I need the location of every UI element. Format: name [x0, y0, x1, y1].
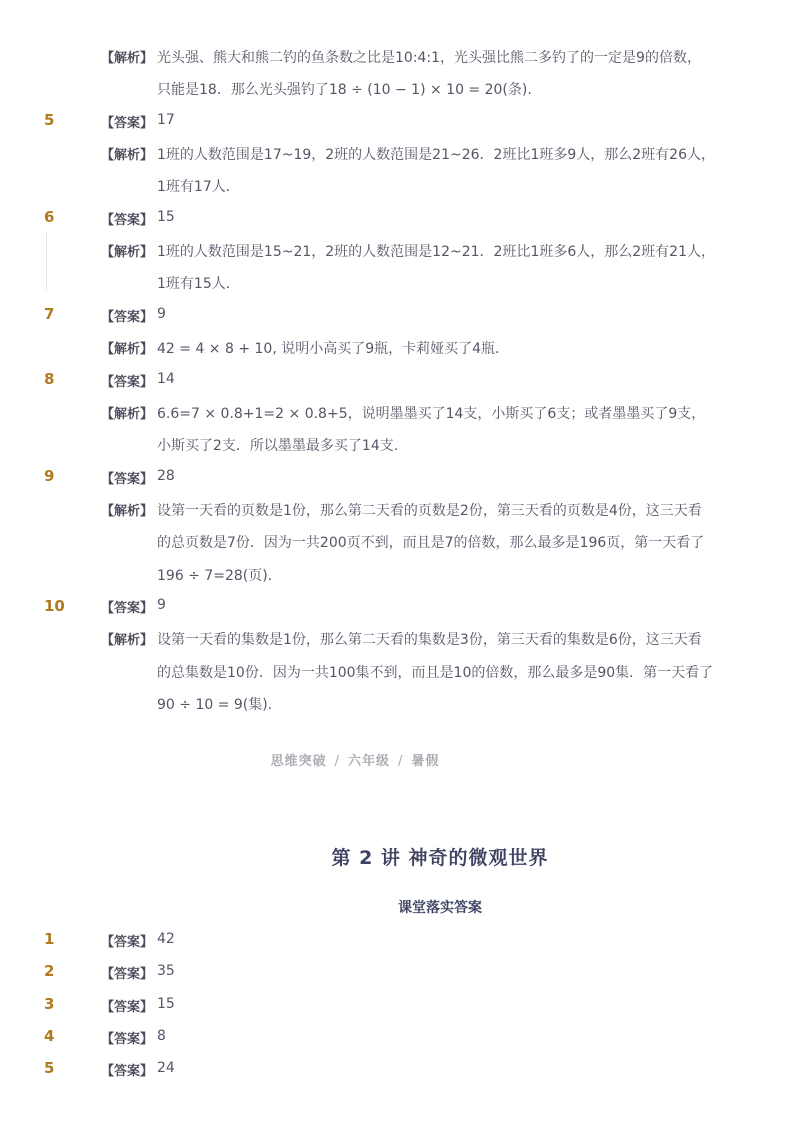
- answer-value: 24: [157, 1060, 175, 1076]
- question-number: 3: [44, 995, 55, 1013]
- analysis-label: 【解析】: [101, 51, 154, 66]
- question-number: 2: [44, 962, 55, 980]
- answer-value: 8: [157, 1028, 166, 1044]
- analysis-text: 42 = 4 × 8 + 10, 说明小高买了9瓶，卡莉娅买了4瓶．: [157, 341, 510, 357]
- analysis-text: 1班有15人．: [157, 276, 240, 292]
- analysis-text: 小斯买了2支．所以墨墨最多买了14支.: [157, 438, 399, 454]
- analysis-text: 1班的人数范围是15~21，2班的人数范围是12~21．2班比1班多6人，那么2班有21人，: [157, 244, 715, 260]
- analysis-label: 【解析】: [101, 148, 154, 163]
- footer-series: 思维突破: [270, 754, 327, 769]
- question-number: 6: [44, 208, 55, 226]
- answer-label: 【答案】: [101, 1000, 154, 1015]
- question-number: 8: [44, 370, 55, 388]
- answer-value: 28: [157, 468, 175, 484]
- analysis-text: 设第一天看的页数是1份，那么第二天看的页数是2份，第三天看的页数是4份，这三天看: [157, 503, 702, 519]
- answer-value: 35: [157, 963, 175, 979]
- section-title: 课堂落实答案: [398, 900, 482, 916]
- question-number: 9: [44, 467, 55, 485]
- answer-label: 【答案】: [101, 935, 154, 950]
- analysis-text: 光头强、熊大和熊二钓的鱼条数之比是10:4:1，光头强比熊二多钓了的一定是9的倍数，: [157, 50, 701, 66]
- question-number: 10: [44, 597, 65, 615]
- analysis-text: 只能是18．那么光头强钓了18 ÷ (10 − 1) × 10 = 20(条).: [157, 82, 532, 98]
- answer-label: 【答案】: [101, 310, 154, 325]
- answer-value: 15: [157, 209, 175, 225]
- question-number: 5: [44, 1059, 55, 1077]
- analysis-text: 设第一天看的集数是1份，那么第二天看的集数是3份，第三天看的集数是6份，这三天看: [157, 632, 702, 648]
- answer-label: 【答案】: [101, 375, 154, 390]
- analysis-text: 1班有17人．: [157, 179, 240, 195]
- analysis-text: 的总页数是7份．因为一共200页不到，而且是7的倍数，那么最多是196页，第一天看了: [157, 535, 705, 551]
- analysis-label: 【解析】: [101, 342, 154, 357]
- footer-term: 暑假: [411, 754, 440, 769]
- answer-label: 【答案】: [101, 472, 154, 487]
- question-number: 4: [44, 1027, 55, 1045]
- analysis-text: 90 ÷ 10 = 9(集).: [157, 697, 273, 713]
- analysis-text: 1班的人数范围是17~19，2班的人数范围是21~26．2班比1班多9人，那么2班有26人，: [157, 147, 715, 163]
- analysis-text: 6.6=7 × 0.8+1=2 × 0.8+5，说明墨墨买了14支，小斯买了6支；或者墨墨买了9支，: [157, 406, 706, 422]
- answer-value: 42: [157, 931, 175, 947]
- page-footer: [0, 750, 710, 769]
- answer-label: 【答案】: [101, 116, 154, 131]
- question-number: 5: [44, 111, 55, 129]
- footer-separator: /: [334, 754, 340, 769]
- analysis-text: 的总集数是10份．因为一共100集不到，而且是10的倍数，那么最多是90集．第一天看了: [157, 665, 714, 681]
- answer-value: 15: [157, 996, 175, 1012]
- answer-label: 【答案】: [101, 1032, 154, 1047]
- answer-label: 【答案】: [101, 601, 154, 616]
- analysis-label: 【解析】: [101, 633, 154, 648]
- question-number: 7: [44, 305, 55, 323]
- margin-divider: [46, 232, 47, 290]
- answer-label: 【答案】: [101, 1064, 154, 1079]
- question-number: 1: [44, 930, 55, 948]
- analysis-label: 【解析】: [101, 245, 154, 260]
- answer-value: 9: [157, 597, 166, 613]
- answer-value: 17: [157, 112, 175, 128]
- answer-label: 【答案】: [101, 967, 154, 982]
- footer-separator: /: [398, 754, 404, 769]
- analysis-text: 196 ÷ 7=28(页).: [157, 568, 273, 584]
- footer-grade: 六年级: [347, 754, 390, 769]
- lecture-title: 第 2 讲 神奇的微观世界: [331, 847, 549, 869]
- answer-value: 9: [157, 306, 166, 322]
- answer-label: 【答案】: [101, 213, 154, 228]
- answer-value: 14: [157, 371, 175, 387]
- analysis-label: 【解析】: [101, 504, 154, 519]
- analysis-label: 【解析】: [101, 407, 154, 422]
